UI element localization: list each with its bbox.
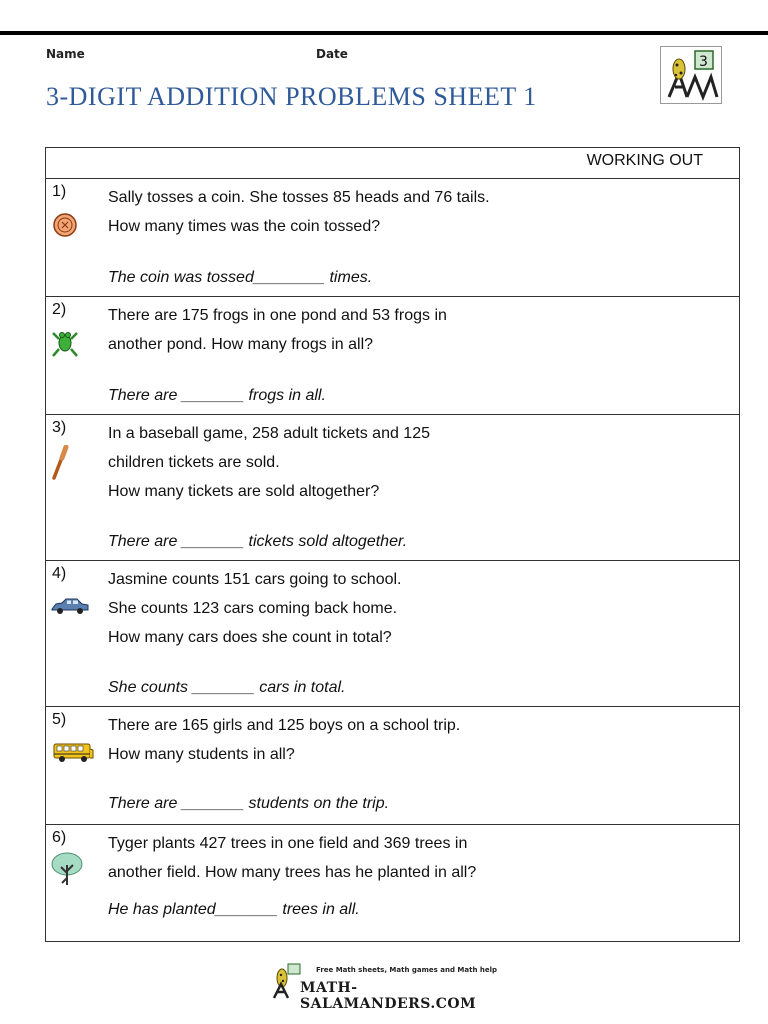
date-label: Date: [316, 47, 348, 61]
problem-line: another field. How many trees has he planted in all?: [108, 864, 477, 881]
name-label: Name: [46, 47, 85, 61]
problem-line: There are 175 frogs in one pond and 53 frogs in: [108, 307, 447, 324]
problem-line: How many tickets are sold altogether?: [108, 483, 380, 500]
answer-sentence: He has planted_______ trees in all.: [108, 901, 360, 918]
salamander-logo: [660, 46, 722, 104]
problem-row-1: [46, 179, 739, 297]
top-rule: [0, 31, 768, 35]
problem-line: How many students in all?: [108, 746, 295, 763]
problem-line: another pond. How many frogs in all?: [108, 336, 374, 353]
footer-site-name: MATH-SALAMANDERS.COM: [300, 980, 477, 1012]
answer-sentence: There are _______ students on the trip.: [108, 795, 390, 812]
answer-sentence: The coin was tossed________ times.: [108, 269, 373, 286]
problem-text: [108, 565, 568, 652]
page-title: 3-DIGIT ADDITION PROBLEMS SHEET 1: [46, 82, 537, 111]
problem-line: Jasmine counts 151 cars going to school.: [108, 571, 402, 588]
car-icon: [50, 597, 90, 615]
coin-icon: [51, 211, 79, 239]
problem-number: 3): [52, 419, 67, 436]
problem-line: In a baseball game, 258 adult tickets and 125: [108, 425, 430, 442]
school-bus-icon: [52, 741, 94, 763]
problem-row-3: [46, 415, 739, 561]
answer-sentence: There are _______ tickets sold altogether.: [108, 533, 408, 550]
problem-row-4: [46, 561, 739, 707]
problem-text: [108, 301, 568, 359]
problem-line: There are 165 girls and 125 boys on a school trip.: [108, 717, 461, 734]
tree-icon: [50, 851, 84, 887]
problem-number: 2): [52, 301, 67, 318]
footer-tagline: Free Math sheets, Math games and Math help: [316, 966, 498, 974]
answer-sentence: There are _______ frogs in all.: [108, 387, 326, 404]
problem-number: 4): [52, 565, 67, 582]
answer-sentence: She counts _______ cars in total.: [108, 679, 346, 696]
salamander-logo-icon: [661, 47, 721, 103]
logo-digit: 3: [699, 54, 708, 70]
problem-line: How many cars does she count in total?: [108, 629, 392, 646]
problems-table: [45, 147, 740, 942]
salamander-footer-icon: [272, 962, 302, 1000]
problem-text: [108, 419, 568, 506]
problem-line: children tickets are sold.: [108, 454, 280, 471]
problem-row-5: [46, 707, 739, 825]
problem-number: 1): [52, 183, 67, 200]
problem-text: [108, 183, 568, 241]
problem-line: She counts 123 cars coming back home.: [108, 600, 398, 617]
footer-logo: [270, 962, 500, 1012]
problem-number: 5): [52, 711, 67, 728]
frog-icon: [50, 327, 80, 359]
working-out-label: WORKING OUT: [586, 152, 703, 169]
problem-line: How many times was the coin tossed?: [108, 218, 381, 235]
problem-row-2: [46, 297, 739, 415]
problem-line: Sally tosses a coin. She tosses 85 heads and 76 tails.: [108, 189, 490, 206]
table-header: [46, 148, 739, 179]
problem-number: 6): [52, 829, 67, 846]
problem-line: Tyger plants 427 trees in one field and 369 trees in: [108, 835, 468, 852]
problem-text: [108, 711, 568, 769]
problem-text: [108, 829, 568, 887]
baseball-bat-icon: [50, 445, 70, 481]
problem-row-6: [46, 825, 739, 943]
